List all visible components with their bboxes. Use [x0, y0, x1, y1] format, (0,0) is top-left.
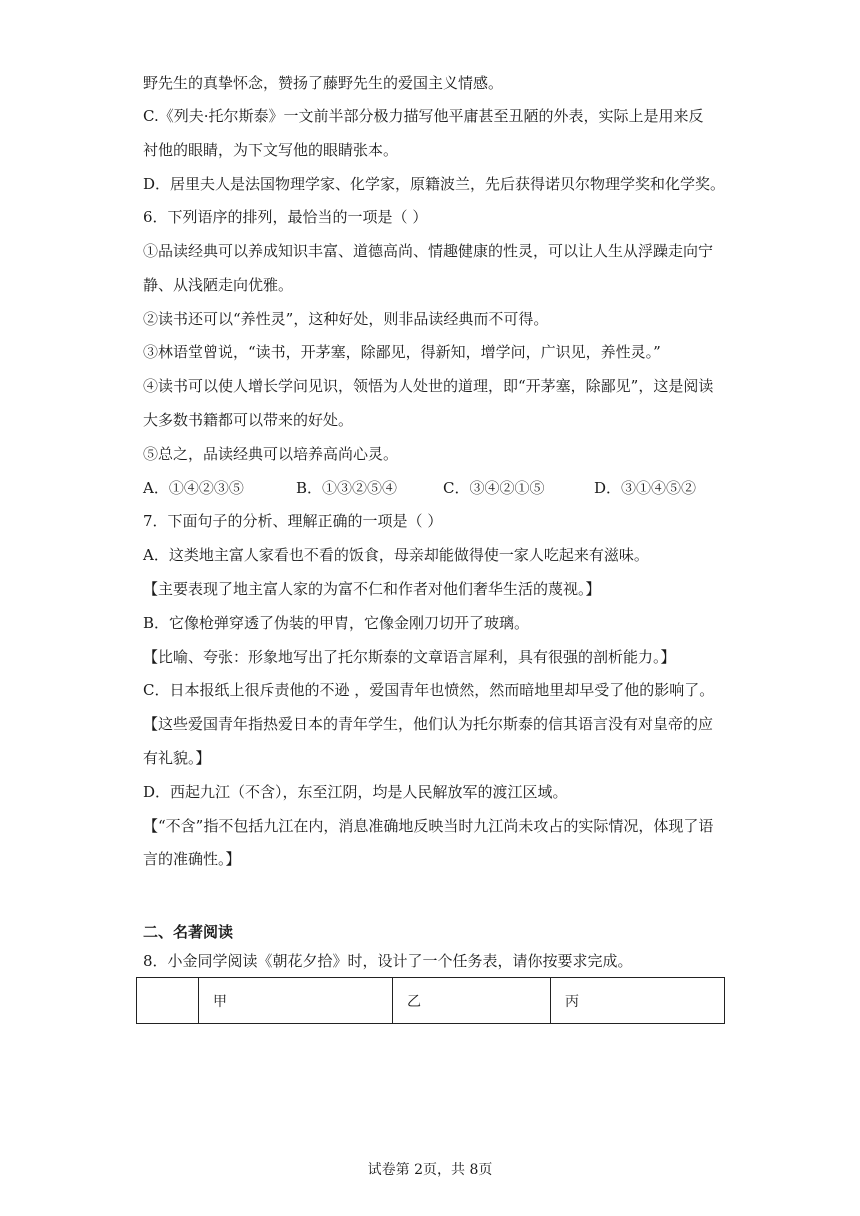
table-header-bing: 丙	[551, 978, 725, 1024]
q7-option-b: B．它像枪弹穿透了伪装的甲胄，它像金刚刀切开了玻璃。	[143, 614, 530, 632]
q7-option-a: A．这类地主富人家看也不看的饭食，母亲却能做得使一家人吃起来有滋味。	[143, 546, 649, 564]
q6-options	[143, 478, 723, 498]
q5-option-b-continuation: 野先生的真挚怀念，赞扬了藤野先生的爱国主义情感。	[143, 74, 504, 92]
q5-option-c-line2: 衬他的眼睛，为下文写他的眼睛张本。	[143, 141, 399, 159]
q7-option-a-analysis: 【主要表现了地主富人家的为富不仁和作者对他们奢华生活的蔑视。】	[143, 580, 601, 598]
q6-question: 6．下列语序的排列，最恰当的一项是（ ）	[143, 208, 428, 226]
q7-option-d-analysis-line1: 【“不含”指不包括九江在内，消息准确地反映当时九江尚未攻占的实际情况，体现了语	[143, 817, 714, 835]
q7-option-b-analysis: 【比喻、夸张：形象地写出了托尔斯泰的文章语言犀利，具有很强的剖析能力。】	[143, 648, 676, 666]
q5-option-d: D．居里夫人是法国物理学家、化学家，原籍波兰，先后获得诺贝尔物理学奖和化学奖。	[143, 175, 726, 193]
q7-option-d-analysis-line2: 言的准确性。】	[143, 850, 241, 868]
q6-sentence-5: ⑤总之，品读经典可以培养高尚心灵。	[143, 445, 399, 463]
table-cell-blank[interactable]	[137, 978, 199, 1024]
table-header-yi: 乙	[393, 978, 551, 1024]
q8-question: 8．小金同学阅读《朝花夕拾》时，设计了一个任务表，请你按要求完成。	[143, 952, 633, 970]
table-header-jia: 甲	[199, 978, 393, 1024]
q6-option-d: D．③①④⑤②	[594, 479, 697, 497]
q6-sentence-4-line2: 大多数书籍都可以带来的好处。	[143, 411, 354, 429]
section-title: 二、名著阅读	[143, 923, 234, 941]
page-footer: 试卷第 2页，共 8页	[367, 1162, 493, 1178]
q6-sentence-2: ②读书还可以“养性灵”，这种好处，则非品读经典而不可得。	[143, 310, 549, 328]
table-row	[137, 978, 725, 1024]
q7-option-c: C．日本报纸上很斥责他的不逊 ，爱国青年也愤然，然而暗地里却早受了他的影响了。	[143, 681, 715, 699]
q6-sentence-3: ③林语堂曾说，“读书，开茅塞，除鄙见，得新知，增学问，广识见，养性灵。”	[143, 343, 661, 361]
q7-option-d: D．西起九江（不含），东至江阴，均是人民解放军的渡江区域。	[143, 783, 568, 801]
q6-option-c: C．③④②①⑤	[443, 479, 545, 497]
q5-option-c-line1: C.《列夫·托尔斯泰》一文前半部分极力描写他平庸甚至丑陋的外表，实际上是用来反	[143, 107, 704, 125]
q6-sentence-1-line2: 静、从浅陋走向优雅。	[143, 276, 294, 294]
q6-option-b: B．①③②⑤④	[296, 479, 398, 497]
q6-sentence-4-line1: ④读书可以使人增长学问见识，领悟为人处世的道理，即“开茅塞，除鄙见”，这是阅读	[143, 377, 714, 395]
q7-option-c-analysis-line2: 有礼貌。】	[143, 749, 211, 767]
q6-option-a: A．①④②③⑤	[143, 479, 244, 497]
q7-option-c-analysis-line1: 【这些爱国青年指热爱日本的青年学生，他们认为托尔斯泰的信其语言没有对皇帝的应	[143, 715, 714, 733]
task-table	[136, 977, 725, 1024]
q7-question: 7．下面句子的分析、理解正确的一项是（ ）	[143, 512, 443, 530]
q6-sentence-1-line1: ①品读经典可以养成知识丰富、道德高尚、情趣健康的性灵，可以让人生从浮躁走向宁	[143, 242, 714, 260]
